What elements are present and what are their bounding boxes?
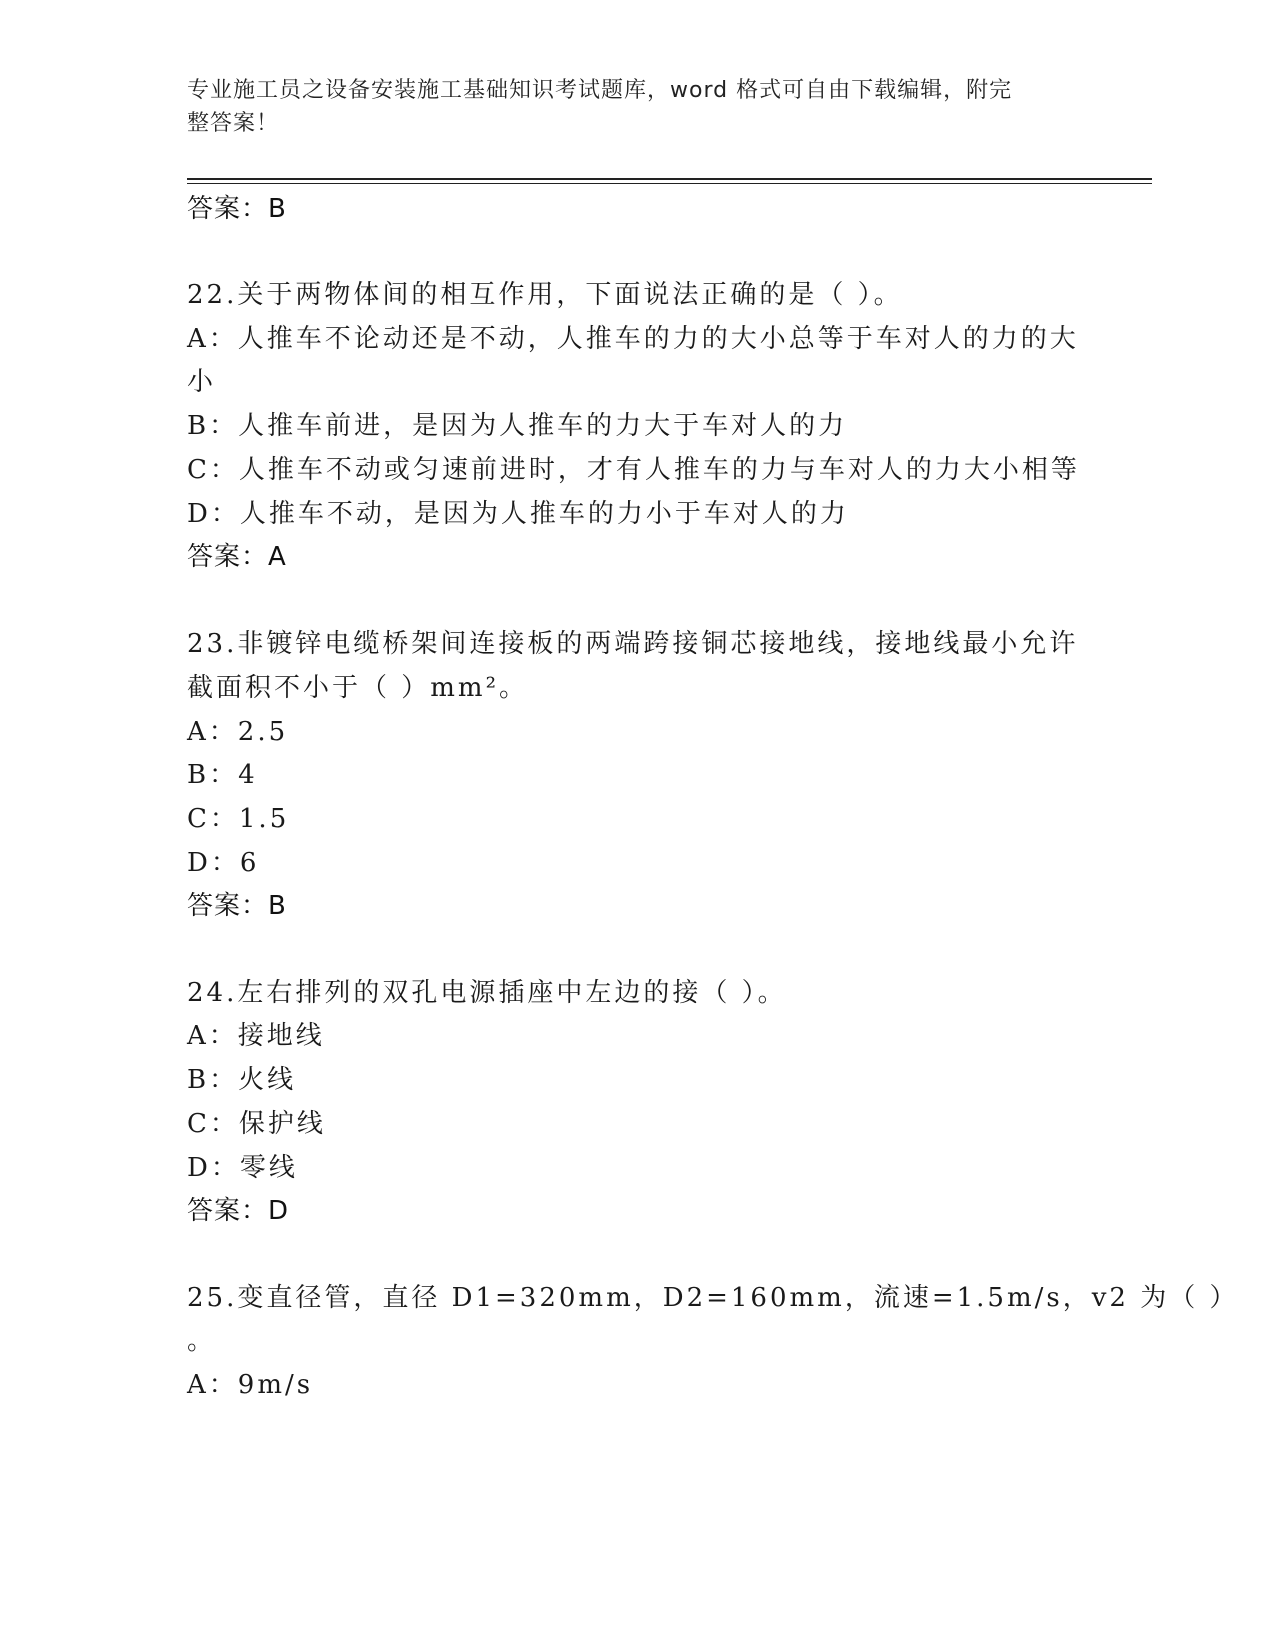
question-22-option-d: D：人推车不动，是因为人推车的力小于车对人的力 (187, 499, 849, 529)
question-25-option-a: A：9m/s (187, 1370, 314, 1400)
answer-21: 答案：B (187, 194, 287, 224)
question-24-option-b: B：火线 (187, 1065, 297, 1095)
question-23-option-d: D：6 (187, 848, 260, 878)
question-24-text: 24.左右排列的双孔电源插座中左边的接（ ）。 (187, 978, 787, 1008)
question-23-option-a: A：2.5 (187, 717, 289, 747)
question-22-option-c: C：人推车不动或匀速前进时，才有人推车的力与车对人的力大小相等 (187, 455, 1080, 485)
question-23-text-cont: 截面积不小于（ ）mm²。 (187, 673, 528, 703)
question-22-option-b: B：人推车前进，是因为人推车的力大于车对人的力 (187, 411, 848, 441)
question-23-option-c: C：1.5 (187, 804, 290, 834)
question-23-text: 23.非镀锌电缆桥架间连接板的两端跨接铜芯接地线，接地线最小允许 (187, 629, 1079, 659)
question-22-text: 22.关于两物体间的相互作用，下面说法正确的是（ ）。 (187, 280, 903, 310)
header-line-1: 专业施工员之设备安装施工基础知识考试题库，word 格式可自由下载编辑，附完 (187, 78, 1013, 103)
question-25-text-cont: 。 (187, 1326, 217, 1356)
header-divider-thick (187, 178, 1152, 180)
header-line-2: 整答案！ (187, 111, 280, 136)
question-22-option-a: A：人推车不论动还是不动，人推车的力的大小总等于车对人的力的大 (187, 324, 1079, 354)
question-22-option-a-cont: 小 (187, 367, 217, 397)
answer-23: 答案：B (187, 891, 287, 921)
answer-24: 答案：D (187, 1196, 290, 1226)
answer-22: 答案：A (187, 542, 287, 572)
header-divider-thin (187, 183, 1152, 184)
page-header (187, 74, 1067, 140)
question-23-option-b: B：4 (187, 760, 258, 790)
question-24-option-c: C：保护线 (187, 1109, 326, 1139)
question-25-text: 25.变直径管，直径 D1=320mm，D2=160mm，流速=1.5m/s，v2 为（ ） (187, 1283, 1239, 1313)
question-24-option-d: D：零线 (187, 1153, 298, 1183)
question-24-option-a: A：接地线 (187, 1021, 325, 1051)
